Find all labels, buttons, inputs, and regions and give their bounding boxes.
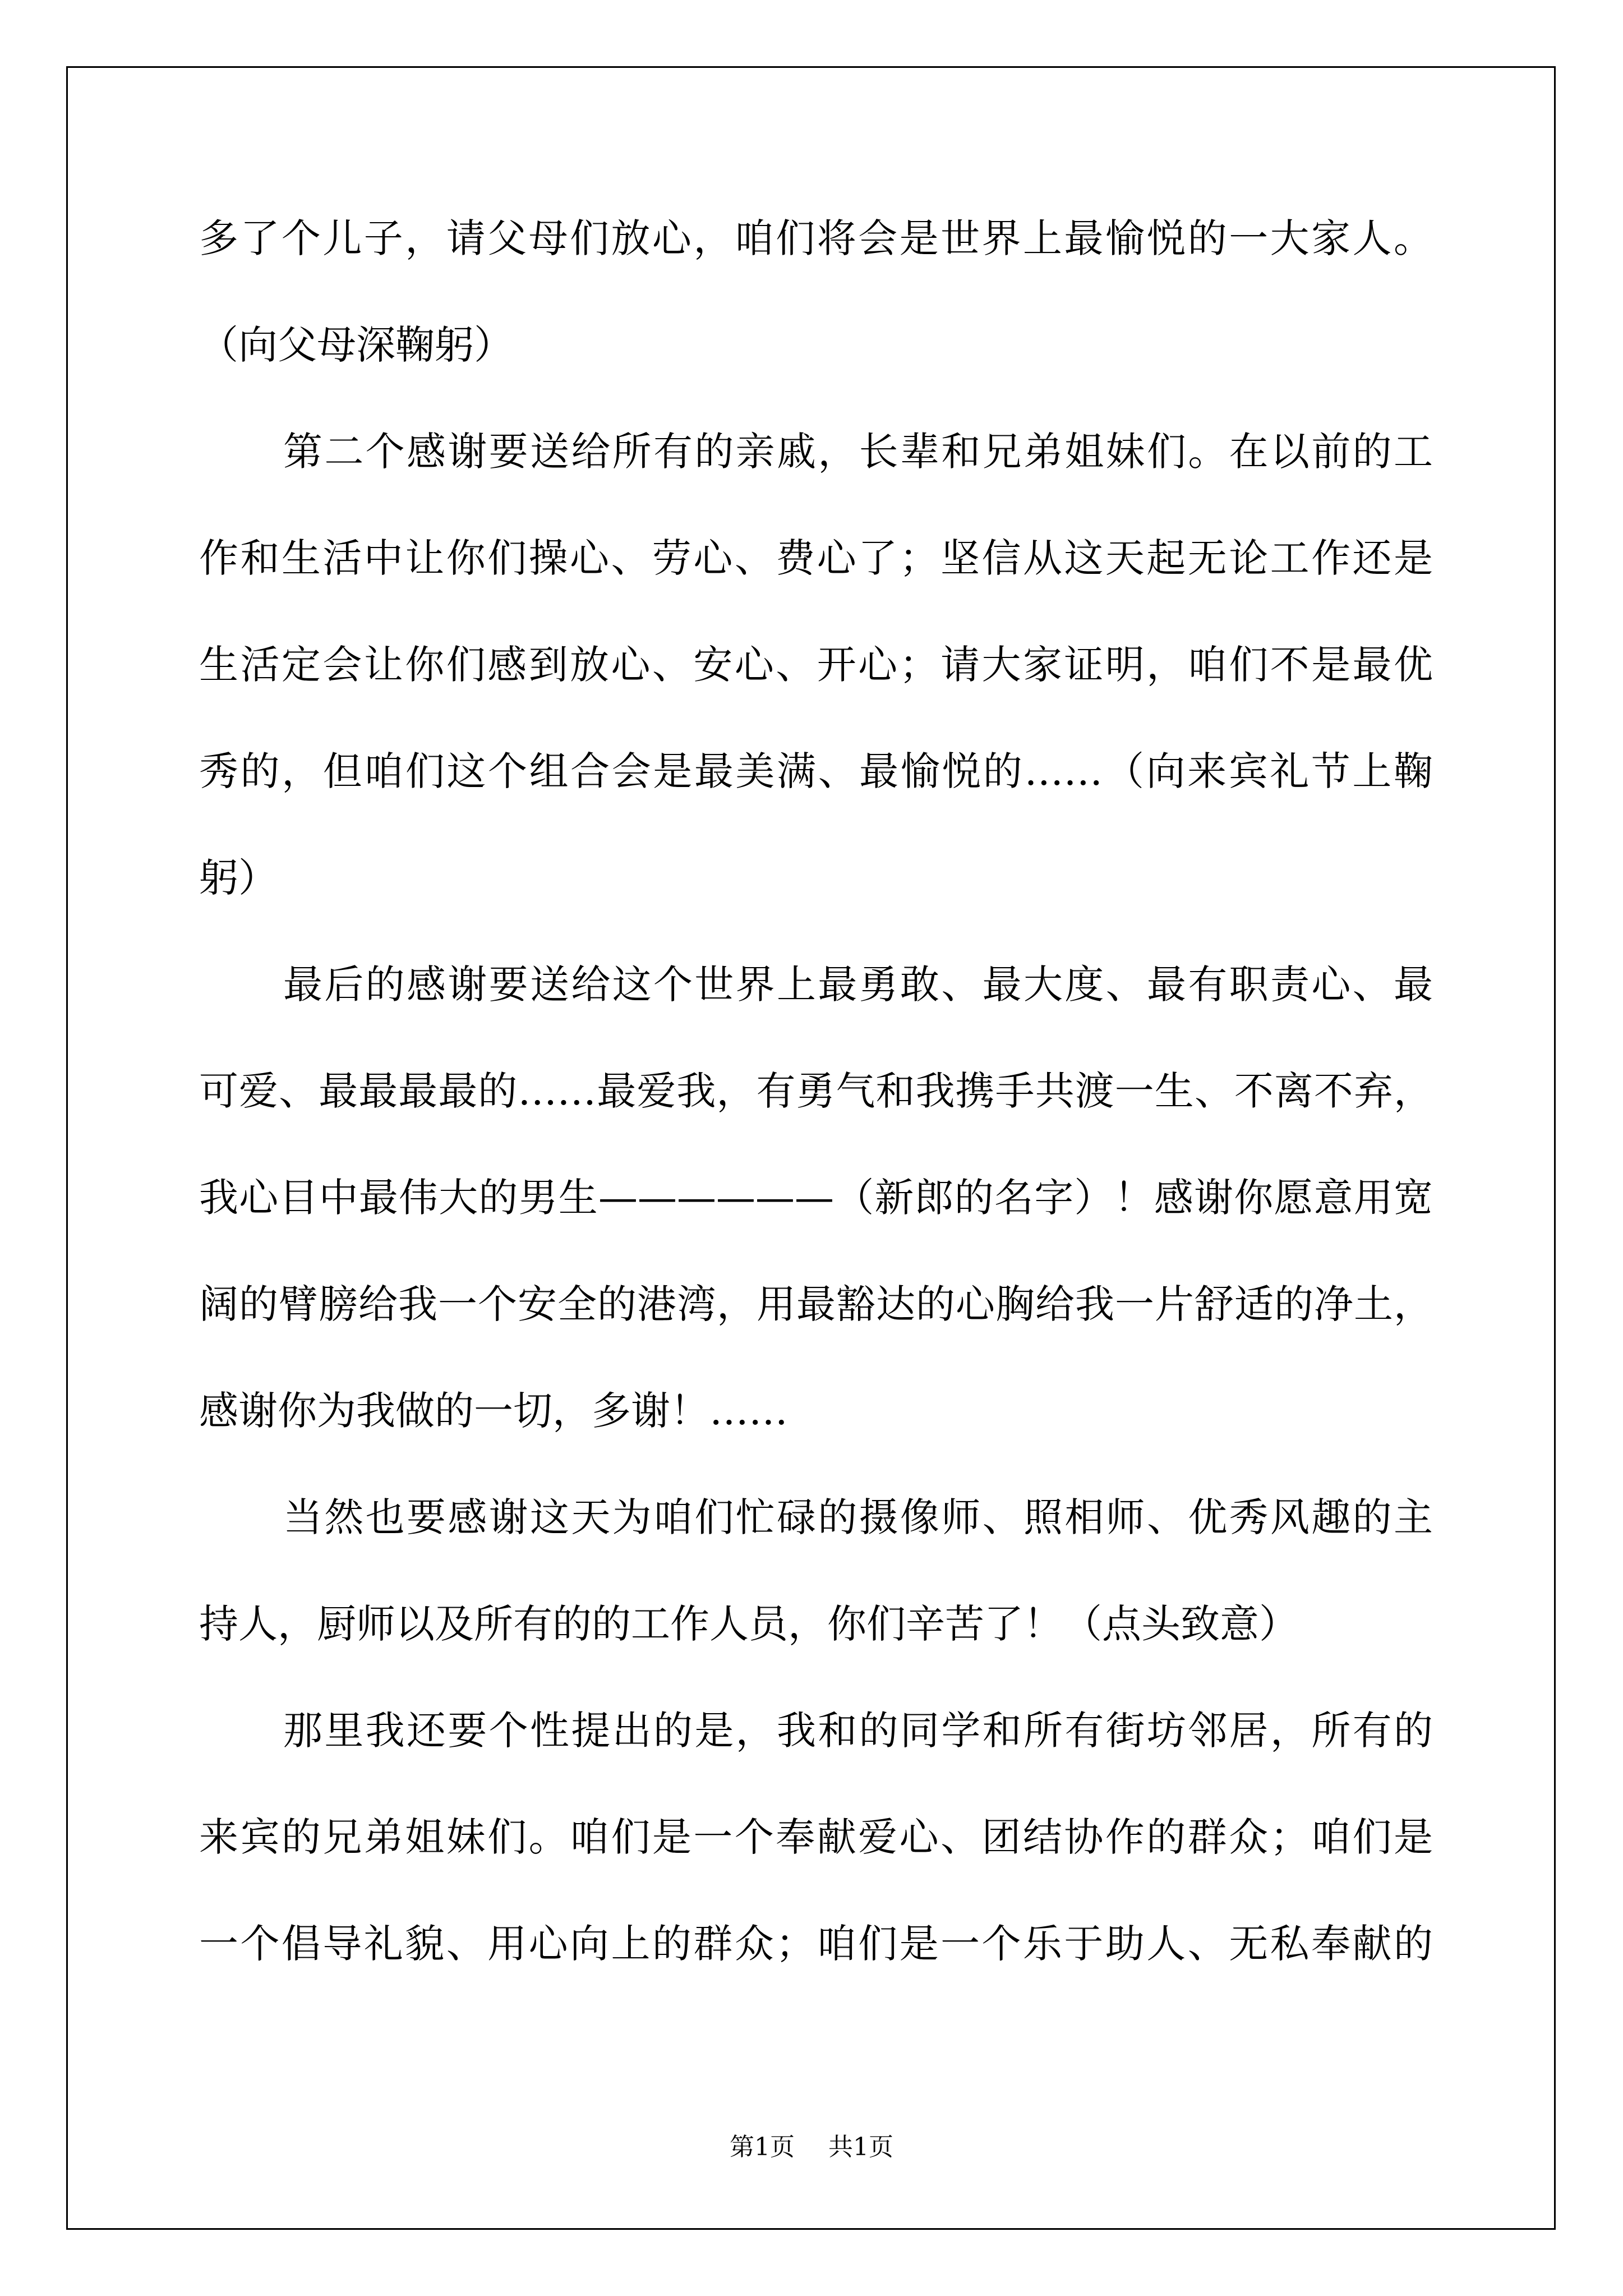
text-line: 作和生活中让你们操心、劳心、费心了；坚信从这天起无论工作还是 (199, 535, 1433, 581)
text-line: 最后的感谢要送给这个世界上最勇敢、最大度、最有职责心、最 (283, 961, 1433, 1007)
text-line: 可爱、最最最最的……最爱我，有勇气和我携手共渡一生、不离不弃， (199, 1068, 1433, 1114)
text-line: 感谢你为我做的一切，多谢！…… (199, 1388, 788, 1434)
text-line: 多了个儿子，请父母们放心，咱们将会是世界上最愉悦的一大家人。 (199, 215, 1433, 261)
text-line: 一个倡导礼貌、用心向上的群众；咱们是一个乐于助人、无私奉献的 (199, 1921, 1433, 1967)
page-number-current: 第1页 (730, 2133, 795, 2161)
text-line: 当然也要感谢这天为咱们忙碌的摄像师、照相师、优秀风趣的主 (283, 1494, 1433, 1540)
text-line: 生活定会让你们感到放心、安心、开心；请大家证明，咱们不是最优 (199, 642, 1433, 688)
text-line: 那里我还要个性提出的是，我和的同学和所有街坊邻居，所有的 (283, 1708, 1433, 1754)
document-body (199, 185, 1433, 1997)
text-line: 躬） (199, 855, 278, 901)
page-footer (0, 2131, 1623, 2164)
text-line: 持人，厨师以及所有的的工作人员，你们辛苦了！（点头致意） (199, 1601, 1298, 1647)
text-line: 秀的，但咱们这个组合会是最美满、最愉悦的……（向来宾礼节上鞠 (199, 748, 1433, 794)
text-line: 来宾的兄弟姐妹们。咱们是一个奉献爱心、团结协作的群众；咱们是 (199, 1814, 1433, 1860)
page-number-total: 共1页 (828, 2133, 893, 2161)
text-line: 阔的臂膀给我一个安全的港湾，用最豁达的心胸给我一片舒适的净土， (199, 1281, 1433, 1327)
text-line: 第二个感谢要送给所有的亲戚，长辈和兄弟姐妹们。在以前的工 (283, 429, 1433, 475)
text-line: （向父母深鞠躬） (199, 322, 513, 368)
text-line: 我心目中最伟大的男生——————（新郎的名字）！感谢你愿意用宽 (199, 1175, 1433, 1221)
